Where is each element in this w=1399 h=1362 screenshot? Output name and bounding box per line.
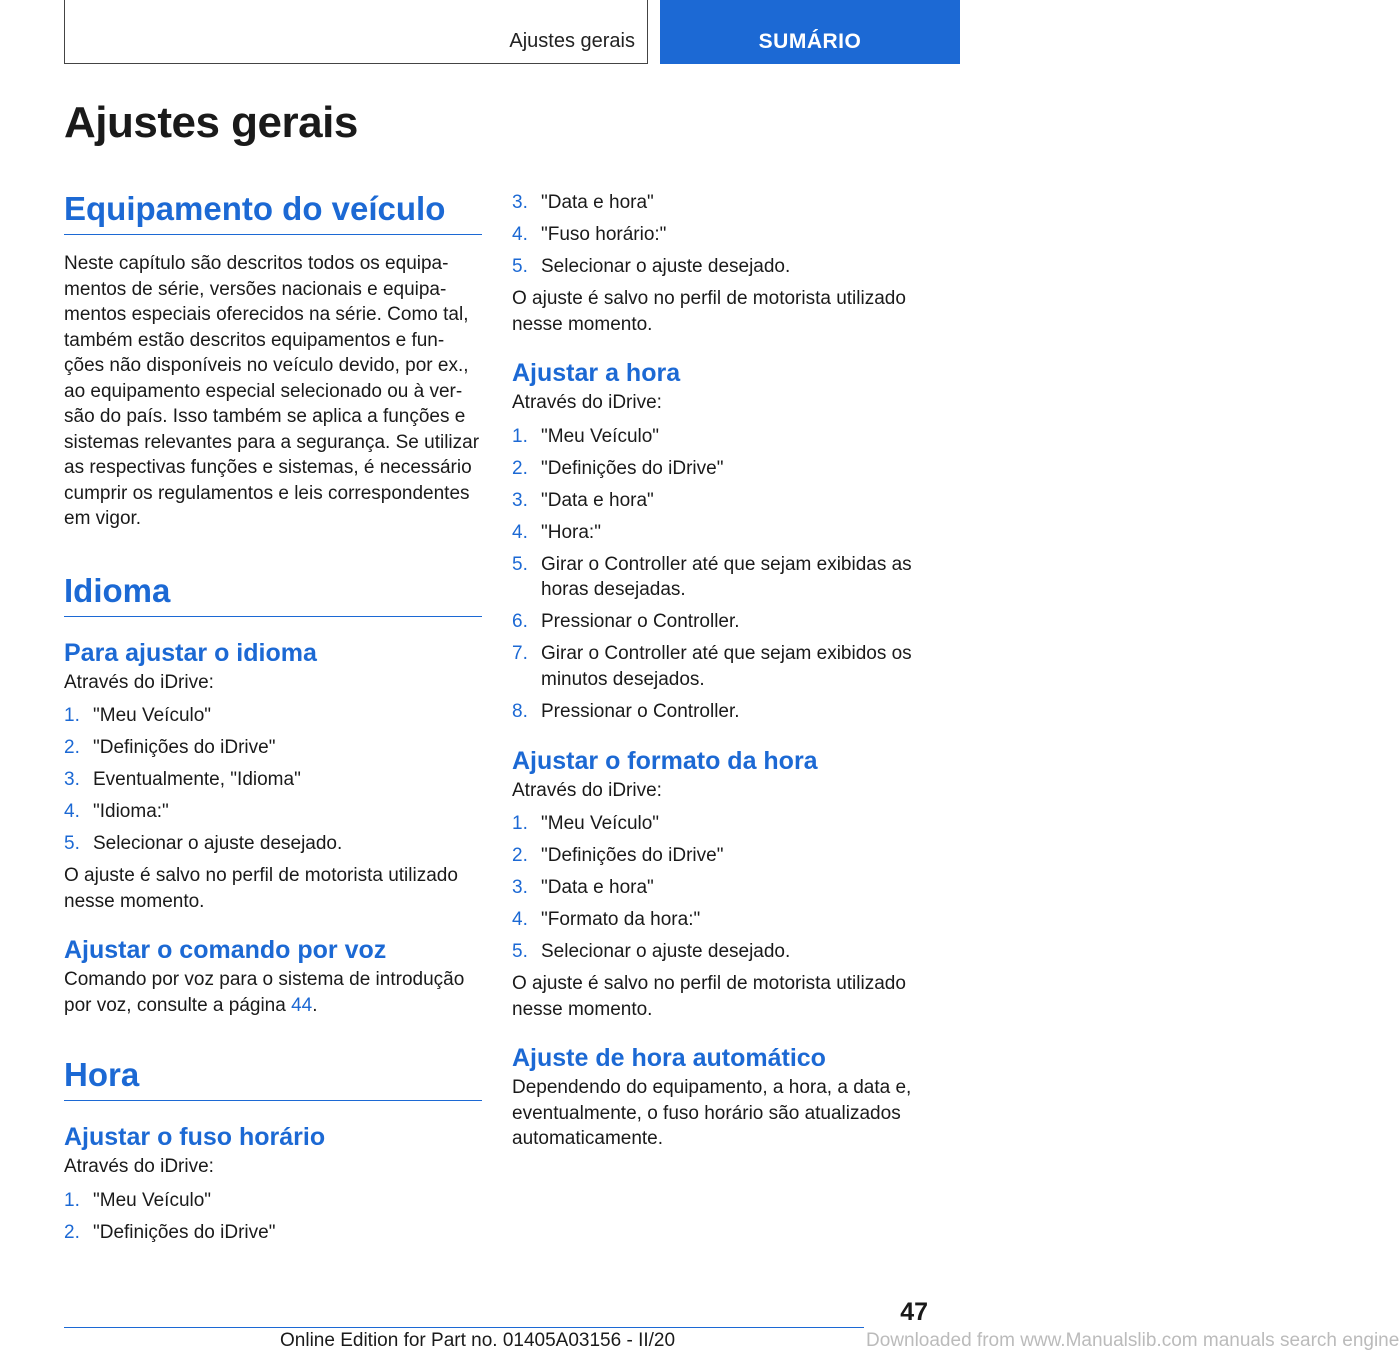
list-item: 1. "Meu Veículo" <box>512 425 660 447</box>
list-item: 3. Eventualmente, "Idioma" <box>64 769 301 790</box>
fuso-intro: Através do iDrive: <box>64 1156 214 1177</box>
hora-intro: Através do iDrive: <box>512 392 662 413</box>
idioma-steps <box>64 703 482 857</box>
list-item: 6. Pressionar o Controller. <box>512 611 740 632</box>
summary-button[interactable]: SUMÁRIO <box>660 0 960 64</box>
idioma-intro: Através do iDrive: <box>64 671 214 693</box>
subheading-formato-hora: Ajustar o formato da hora <box>512 746 818 775</box>
list-item: 4. "Idioma:" <box>64 801 169 822</box>
idioma-note: O ajuste é salvo no perfil de motorista utilizado nesse momento. <box>64 865 458 912</box>
list-item: 2. "Definições do iDrive" <box>512 457 724 479</box>
heading-hora: Hora <box>64 1056 482 1101</box>
right-column <box>512 190 930 1152</box>
list-item: 2. "Definições do iDrive" <box>64 737 276 758</box>
list-item: 4. "Formato da hora:" <box>512 909 701 930</box>
page-link[interactable]: 44 <box>291 994 313 1016</box>
footer-edition: Online Edition for Part no. 01405A03156 - II/20 <box>280 1330 676 1351</box>
subheading-comando-voz: Ajustar o comando por voz <box>64 936 387 964</box>
page-title: Ajustes gerais <box>64 98 358 147</box>
subheading-fuso-horario: Ajustar o fuso horário <box>64 1123 326 1151</box>
formato-intro: Através do iDrive: <box>512 779 662 801</box>
heading-idioma: Idioma <box>64 572 482 617</box>
list-item: 5. Girar o Controller até que sejam exibidas as horas desejadas. <box>512 553 912 600</box>
subheading-hora-automatica: Ajuste de hora automático <box>512 1044 826 1072</box>
hora-steps <box>512 424 930 725</box>
list-item: 3. "Data e hora" <box>512 192 654 213</box>
equipamento-paragraph: Neste capítulo são descritos todos os equipa‐ mentos de série, versões nacionais e equipa‐ mentos especiais oferecidos na série. Como tal, também estão descritos equipamentos e fun‐ ções não disponíveis no veículo devido, por ex., ao equipamento especial selecionado ou à ver‐ são do país. Isso também se aplica a funções e sistemas relevantes para a segurança. Se utilizar as respectivas funções e sistemas, é necessário cumprir os regulamentos e leis correspondentes em vigor. <box>64 253 480 529</box>
voz-paragraph: Comando por voz para o sistema de introdução por voz, consulte a página 44. <box>64 969 465 1016</box>
list-item: 3. "Data e hora" <box>512 489 654 511</box>
formato-steps <box>512 811 930 965</box>
header-section-title: Ajustes gerais <box>509 30 635 52</box>
list-item: 4. "Hora:" <box>512 521 601 543</box>
list-item: 5. Selecionar o ajuste desejado. <box>512 256 791 277</box>
fuso-steps-continued <box>512 190 930 280</box>
list-item: 7. Girar o Controller até que sejam exibidos os minutos desejados. <box>512 643 912 690</box>
list-item: 3. "Data e hora" <box>512 877 654 898</box>
list-item: 8. Pressionar o Controller. <box>512 700 740 722</box>
list-item: 2. "Definições do iDrive" <box>64 1221 276 1243</box>
list-item: 2. "Definições do iDrive" <box>512 845 724 866</box>
formato-note: O ajuste é salvo no perfil de motorista utilizado nesse momento. <box>512 973 906 1020</box>
fuso-steps <box>64 1188 482 1246</box>
list-item: 1. "Meu Veículo" <box>512 813 660 834</box>
list-item: 5. Selecionar o ajuste desejado. <box>512 941 791 962</box>
list-item: 5. Selecionar o ajuste desejado. <box>64 833 343 854</box>
watermark: Downloaded from www.Manualslib.com manuals search engine <box>866 1330 1399 1351</box>
left-column <box>64 190 482 1252</box>
footer-divider <box>64 1327 864 1328</box>
fuso-note: O ajuste é salvo no perfil de motorista utilizado nesse momento. <box>512 288 906 335</box>
subheading-ajustar-idioma: Para ajustar o idioma <box>64 638 317 667</box>
automatico-paragraph: Dependendo do equipamento, a hora, a data e, eventualmente, o fuso horário são atualizados automaticamente. <box>512 1077 912 1149</box>
header-box <box>64 0 648 64</box>
list-item: 1. "Meu Veículo" <box>64 705 212 726</box>
heading-equipamento: Equipamento do veículo <box>64 190 482 235</box>
page-number: 47 <box>900 1298 928 1326</box>
list-item: 4. "Fuso horário:" <box>512 224 667 245</box>
list-item: 1. "Meu Veículo" <box>64 1189 212 1211</box>
subheading-ajustar-hora: Ajustar a hora <box>512 359 681 387</box>
